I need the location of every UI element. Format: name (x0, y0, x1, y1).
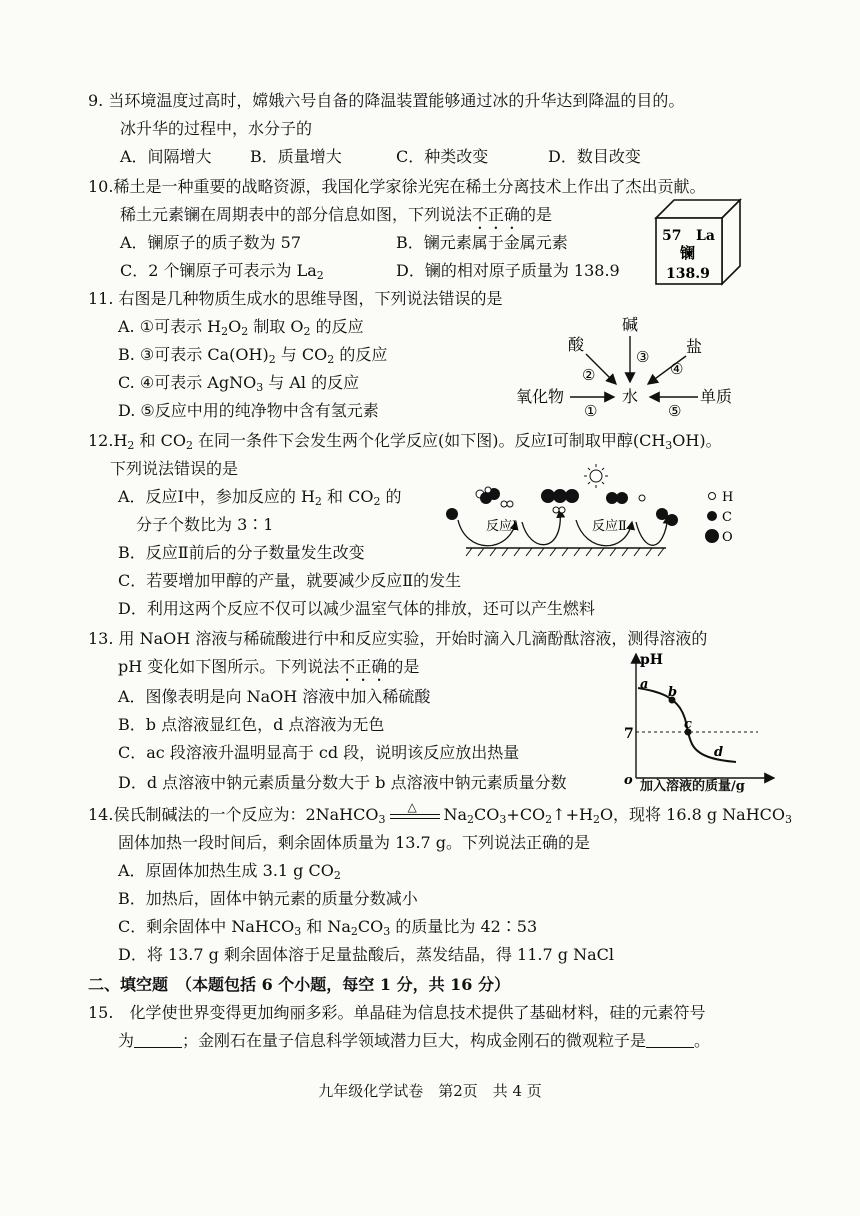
t: OH)。 (672, 431, 722, 450)
question-14-stem (88, 800, 793, 826)
s: 2 (545, 813, 553, 826)
t: C．剩余固体中 NaHCO (118, 917, 295, 936)
section-2-heading (88, 974, 510, 996)
question-13-stem (88, 628, 707, 650)
question-10-stem-2 (120, 204, 552, 233)
s: 2 (185, 439, 193, 452)
label-acid: 酸 (568, 335, 585, 354)
s: 2 (127, 439, 135, 452)
sun-icon (584, 464, 608, 488)
t: H (113, 431, 128, 450)
stem-text: pH 变化如下图所示。下列说法 (118, 657, 340, 676)
option-c: C．ac 段溶液升温明显高于 cd 段，说明该反应放出热量 (118, 743, 520, 762)
t: O，现将 16.8 g NaHCO (599, 805, 786, 824)
label-5: ⑤ (668, 402, 682, 420)
t: A．原固体加热生成 3.1 g CO (118, 861, 334, 880)
s: 2 (303, 325, 311, 338)
option-c: C．若要增加甲醇的产量，就要减少反应Ⅱ的发生 (118, 571, 462, 590)
t: ↑+H (552, 805, 593, 824)
label-salt: 盐 (686, 337, 703, 356)
stem-text: 的是 (387, 657, 420, 676)
ph-7-tick: 7 (624, 726, 634, 742)
question-11-stem (88, 288, 503, 310)
section-note: （本题包括 6 个小题，每空 1 分，共 16 分） (184, 975, 510, 994)
question-number: 11. (88, 289, 114, 308)
question-13-stem-2 (118, 656, 419, 685)
t: 和 Na (301, 917, 351, 936)
page-footer: 九年级化学试卷 第2页 共 4 页 (318, 1082, 542, 1100)
s: 2 (350, 925, 358, 938)
section-title: 二、填空题 (88, 975, 169, 994)
point-d-label: d (714, 745, 724, 760)
option-c: C．种类改变 (396, 147, 489, 166)
option-c (118, 916, 537, 938)
t: 与 CO (275, 345, 328, 364)
point-b-label: b (668, 685, 678, 700)
stem-line: 化学使世界变得更加绚丽多彩。单晶硅为信息技术提供了基础材料，硅的元素符号 (129, 1003, 706, 1022)
option-a (118, 860, 341, 882)
t: A. ①可表示 H (118, 317, 222, 336)
reaction-diagram (436, 462, 756, 562)
question-number: 13. (88, 629, 114, 648)
s: 2 (592, 813, 600, 826)
s: 2 (241, 325, 249, 338)
stem-text: 的是 (520, 205, 553, 224)
heat-symbol: △ (407, 800, 417, 814)
s: 3 (383, 925, 391, 938)
option-a (118, 316, 364, 338)
atomic-mass: 138.9 (666, 266, 710, 282)
question-number: 12. (88, 431, 114, 450)
point-c-label: c (684, 717, 692, 732)
s: 2 (373, 495, 381, 508)
s: 2 (327, 353, 335, 366)
reaction-1-label: 反应Ⅰ (486, 519, 518, 534)
s: 3 (785, 813, 793, 826)
t: 的质量比为 42∶53 (390, 917, 538, 936)
t: 与 Al 的反应 (263, 373, 360, 392)
question-9-stem-2: 冰升华的过程中，水分子的 (120, 119, 313, 138)
option-d: D．数目改变 (548, 147, 641, 166)
option-a-line-2: 分子个数比为 3∶1 (136, 515, 274, 534)
stem-text: ；金刚石在量子信息科学领域潜力巨大，构成金刚石的微观粒子是 (182, 1031, 647, 1050)
label-base: 碱 (622, 315, 639, 334)
t: C. ④可表示 AgNO (118, 373, 257, 392)
option-b (118, 344, 387, 366)
s: 3 (294, 925, 302, 938)
subscript: 2 (316, 269, 324, 282)
stem-line: 用 NaOH 溶液与稀硫酸进行中和反应实验，开始时滴入几滴酚酞溶液，测得溶液的 (118, 629, 708, 648)
point-a-label: a (640, 677, 649, 692)
question-number: 9. (88, 91, 104, 110)
option-b: B．镧元素属于金属元素 (396, 233, 568, 252)
stem-line: 右图是几种物质生成水的思维导图，下列说法错误的是 (118, 289, 503, 308)
molecules (446, 487, 678, 526)
s: 2 (333, 869, 341, 882)
option-b: B．加热后，固体中钠元素的质量分数减小 (118, 889, 418, 908)
label-element: 单质 (700, 387, 733, 406)
reaction-2-label: 反应Ⅱ (592, 519, 627, 534)
option-c (118, 372, 359, 394)
t: 和 CO (321, 487, 374, 506)
stem-line: 当环境温度过高时，嫦娥六号自备的降温装置能够通过冰的升华达到降温的目的。 (108, 91, 685, 110)
question-number: 10. (88, 177, 114, 196)
question-12-stem (88, 430, 722, 452)
t: CO (474, 805, 500, 824)
legend-o: O (722, 530, 733, 545)
reaction-2-arc-right (636, 516, 668, 545)
origin-label: o (624, 773, 633, 788)
t: A．反应Ⅰ中，参加反应的 H (118, 487, 315, 506)
question-number: 14. (88, 805, 114, 824)
t: 侯氏制碱法的一个反应为：2NaHCO (113, 805, 379, 824)
s: 3 (499, 813, 507, 826)
t: 制取 O (248, 317, 304, 336)
s: 2 (268, 353, 276, 366)
option-a (118, 486, 402, 508)
t: 在同一条件下会发生两个化学反应(如下图)。反应Ⅰ可制取甲醇(CH (192, 431, 666, 450)
s: 2 (221, 325, 229, 338)
label-4: ④ (670, 360, 684, 378)
s: 3 (256, 381, 264, 394)
option-a: A．镧原子的质子数为 57 (120, 233, 302, 252)
stem-line: 稀土是一种重要的战略资源，我国化学家徐光宪在稀土分离技术上作出了杰出贡献。 (113, 177, 706, 196)
t: B. ③可表示 Ca(OH) (118, 345, 269, 364)
option-b: B．质量增大 (250, 147, 342, 166)
option-c (120, 260, 324, 282)
option-a: A．间隔增大 (120, 147, 212, 166)
legend-h: H (722, 490, 734, 505)
atomic-number: 57 (662, 228, 682, 244)
option-d: D．d 点溶液中钠元素质量分数大于 b 点溶液中钠元素质量分数 (118, 773, 567, 792)
s: 2 (314, 495, 322, 508)
water-mind-map (510, 312, 750, 420)
stem-text: 稀土元素镧在周期表中的部分信息如图，下列说法 (120, 205, 473, 224)
surface-hatching (466, 548, 664, 556)
t: 的反应 (310, 317, 364, 336)
ph-chart (618, 648, 780, 794)
label-water: 水 (622, 387, 639, 406)
question-12-stem-2: 下列说法错误的是 (110, 459, 239, 478)
label-oxide: 氧化物 (516, 387, 565, 406)
reaction-1-arc-right (522, 510, 560, 545)
s: 3 (665, 439, 673, 452)
option-text: C．2 个镧原子可表示为 La (120, 261, 317, 280)
t: 的 (380, 487, 402, 506)
question-10-stem (88, 176, 705, 198)
option-d: D．镧的相对原子质量为 138.9 (396, 261, 620, 280)
answer-blank-1[interactable] (134, 1033, 182, 1048)
legend (705, 490, 733, 545)
reaction-arrow (386, 800, 444, 824)
t: CO (357, 917, 384, 936)
stem-text: 为 (118, 1031, 135, 1050)
x-axis-label: 加入溶液的质量/g (640, 779, 745, 794)
emphasis-text: 不正确 (339, 657, 388, 676)
t: Na (443, 805, 468, 824)
element-name: 镧 (680, 244, 696, 262)
question-15-stem-2 (118, 1030, 710, 1052)
option-a: A．图像表明是向 NaOH 溶液中加入稀硫酸 (118, 687, 431, 706)
option-b: B．反应Ⅱ前后的分子数量发生改变 (118, 543, 365, 562)
question-15-stem (88, 1002, 705, 1024)
t: +CO (506, 805, 546, 824)
label-3: ③ (636, 348, 650, 366)
t: O (228, 317, 242, 336)
emphasis-text: 不正确 (472, 205, 521, 224)
option-d: D. ⑤反应中用的纯净物中含有氢元素 (118, 401, 379, 420)
option-d: D．将 13.7 g 剩余固体溶于足量盐酸后，蒸发结晶，得 11.7 g NaCl (118, 945, 614, 964)
question-14-stem-2: 固体加热一段时间后，剩余固体质量为 13.7 g。下列说法正确的是 (118, 833, 591, 852)
question-number: 15. (88, 1003, 114, 1022)
s: 3 (378, 813, 386, 826)
label-1: ① (584, 402, 598, 420)
y-axis-label: pH (640, 652, 664, 668)
t: 的反应 (334, 345, 388, 364)
question-9-stem (88, 90, 684, 112)
s: 2 (467, 813, 475, 826)
label-2: ② (582, 366, 596, 384)
t: 和 CO (134, 431, 186, 450)
lanthanum-element-card (652, 196, 744, 288)
option-b: B．b 点溶液显红色，d 点溶液为无色 (118, 715, 385, 734)
stem-text: 。 (694, 1031, 711, 1050)
answer-blank-2[interactable] (646, 1033, 694, 1048)
option-d: D．利用这两个反应不仅可以减少温室气体的排放，还可以产生燃料 (118, 599, 595, 618)
element-symbol: La (696, 228, 715, 244)
legend-c: C (722, 510, 732, 525)
